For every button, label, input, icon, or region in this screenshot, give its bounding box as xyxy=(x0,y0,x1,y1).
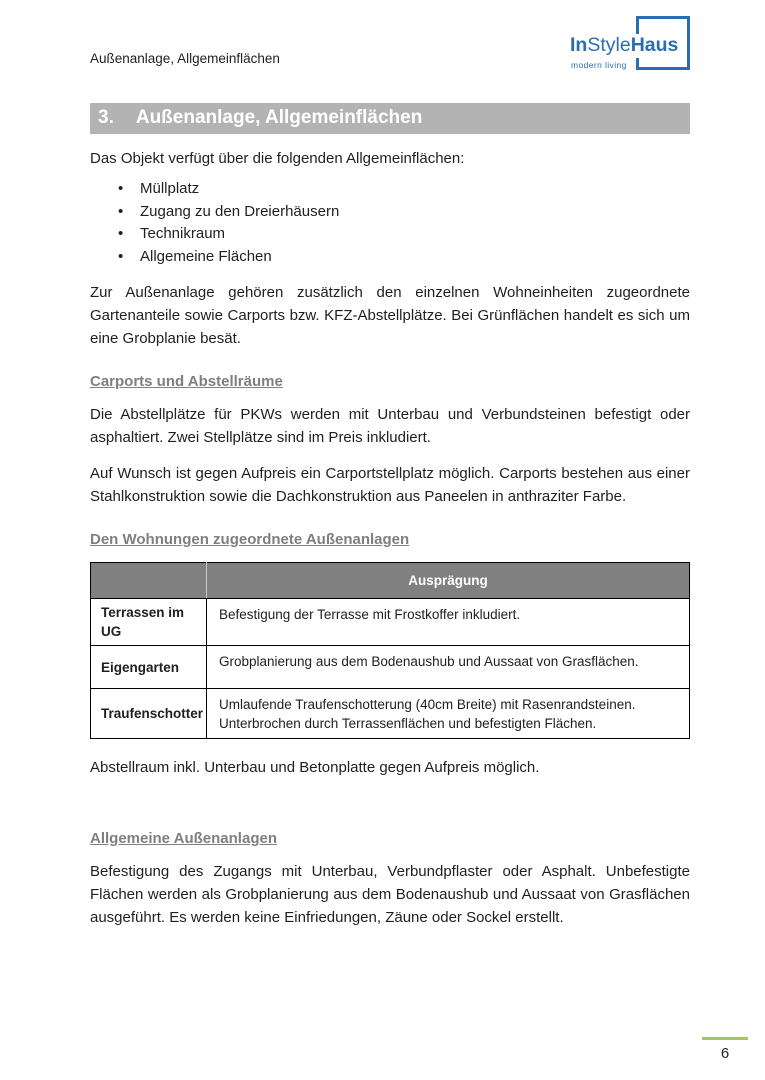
allgemeine-paragraph: Befestigung des Zugangs mit Unterbau, Verbundpflaster oder Asphalt. Unbefestigte Flächen werden als Grobplanierung aus dem Bodenaushub und Aussaat von Grasflächen ausgeführt. Es werden keine Einfriedungen, Zäune oder Sockel erstellt. xyxy=(90,863,690,926)
subheading-wohnungen: Den Wohnungen zugeordnete Außenanlagen xyxy=(90,531,410,548)
row-value-eigengarten: Grobplanierung aus dem Bodenaushub und Aussaat von Grasflächen. xyxy=(207,646,690,689)
list-item: • Müllplatz xyxy=(90,178,690,201)
logo-word-haus: Haus xyxy=(630,34,679,56)
page-header xyxy=(90,14,690,90)
abstellraum-note: Abstellraum inkl. Unterbau und Betonplatte gegen Aufpreis möglich. xyxy=(90,759,540,776)
logo-wordmark xyxy=(570,34,679,58)
table-row xyxy=(91,646,690,689)
logo-word-style: Style xyxy=(587,34,631,56)
instylehaus-logo xyxy=(570,14,690,76)
outdoor-features-table xyxy=(90,562,690,739)
list-item: • Allgemeine Flächen xyxy=(90,246,690,269)
page-footer xyxy=(702,1037,748,1062)
carports-paragraph-2: Auf Wunsch ist gegen Aufpreis ein Carportstellplatz möglich. Carports bestehen aus einer Stahlkonstruktion sowie die Dachkonstruktion aus Paneelen in anthraziter Farbe. xyxy=(90,465,690,505)
section-number: 3. xyxy=(98,107,114,128)
row-label-eigengarten: Eigengarten xyxy=(91,646,207,689)
table-header-row xyxy=(91,563,690,599)
logo-word-in: In xyxy=(570,34,588,56)
subheading-carports: Carports und Abstellräume xyxy=(90,373,283,390)
carports-paragraph-1: Die Abstellplätze für PKWs werden mit Unterbau und Verbundsteinen befestigt oder asphaltiert. Zwei Stellplätze sind im Preis inkludiert. xyxy=(90,406,690,446)
section-title: Außenanlage, Allgemeinflächen xyxy=(135,107,423,128)
row-label-terrassen: Terrassen im UG xyxy=(91,599,207,646)
row-label-traufenschotter: Traufenschotter xyxy=(91,689,207,739)
row-value-traufenschotter: Umlaufende Traufenschotterung (40cm Breite) mit Rasenrandsteinen. Unterbrochen durch Terrassenflächen und befestigten Flächen. xyxy=(207,689,690,739)
table-row xyxy=(91,599,690,646)
subheading-allgemeine: Allgemeine Außenanlagen xyxy=(90,830,277,847)
common-areas-list xyxy=(90,178,690,268)
table-header-auspraegung: Ausprägung xyxy=(207,563,690,599)
row-value-terrassen: Befestigung der Terrasse mit Frostkoffer inkludiert. xyxy=(207,599,690,646)
footer-accent-line xyxy=(702,1037,748,1040)
list-item: • Zugang zu den Dreierhäusern xyxy=(90,201,690,224)
running-header-title: Außenanlage, Allgemeinflächen xyxy=(90,51,280,66)
list-item: • Technikraum xyxy=(90,223,690,246)
table-row xyxy=(91,689,690,739)
section-heading-bar xyxy=(90,103,690,134)
garden-paragraph: Zur Außenanlage gehören zusätzlich den einzelnen Wohneinheiten zugeordnete Gartenanteile sowie Carports bzw. KFZ-Abstellplätze. Bei Grünflächen handelt es sich um eine Grobplanie besät. xyxy=(90,284,690,347)
logo-tagline: modern living xyxy=(571,60,627,70)
table-header-blank-cell xyxy=(91,563,207,599)
intro-paragraph: Das Objekt verfügt über die folgenden Allgemeinflächen: xyxy=(90,150,465,167)
page-number: 6 xyxy=(720,1045,730,1062)
